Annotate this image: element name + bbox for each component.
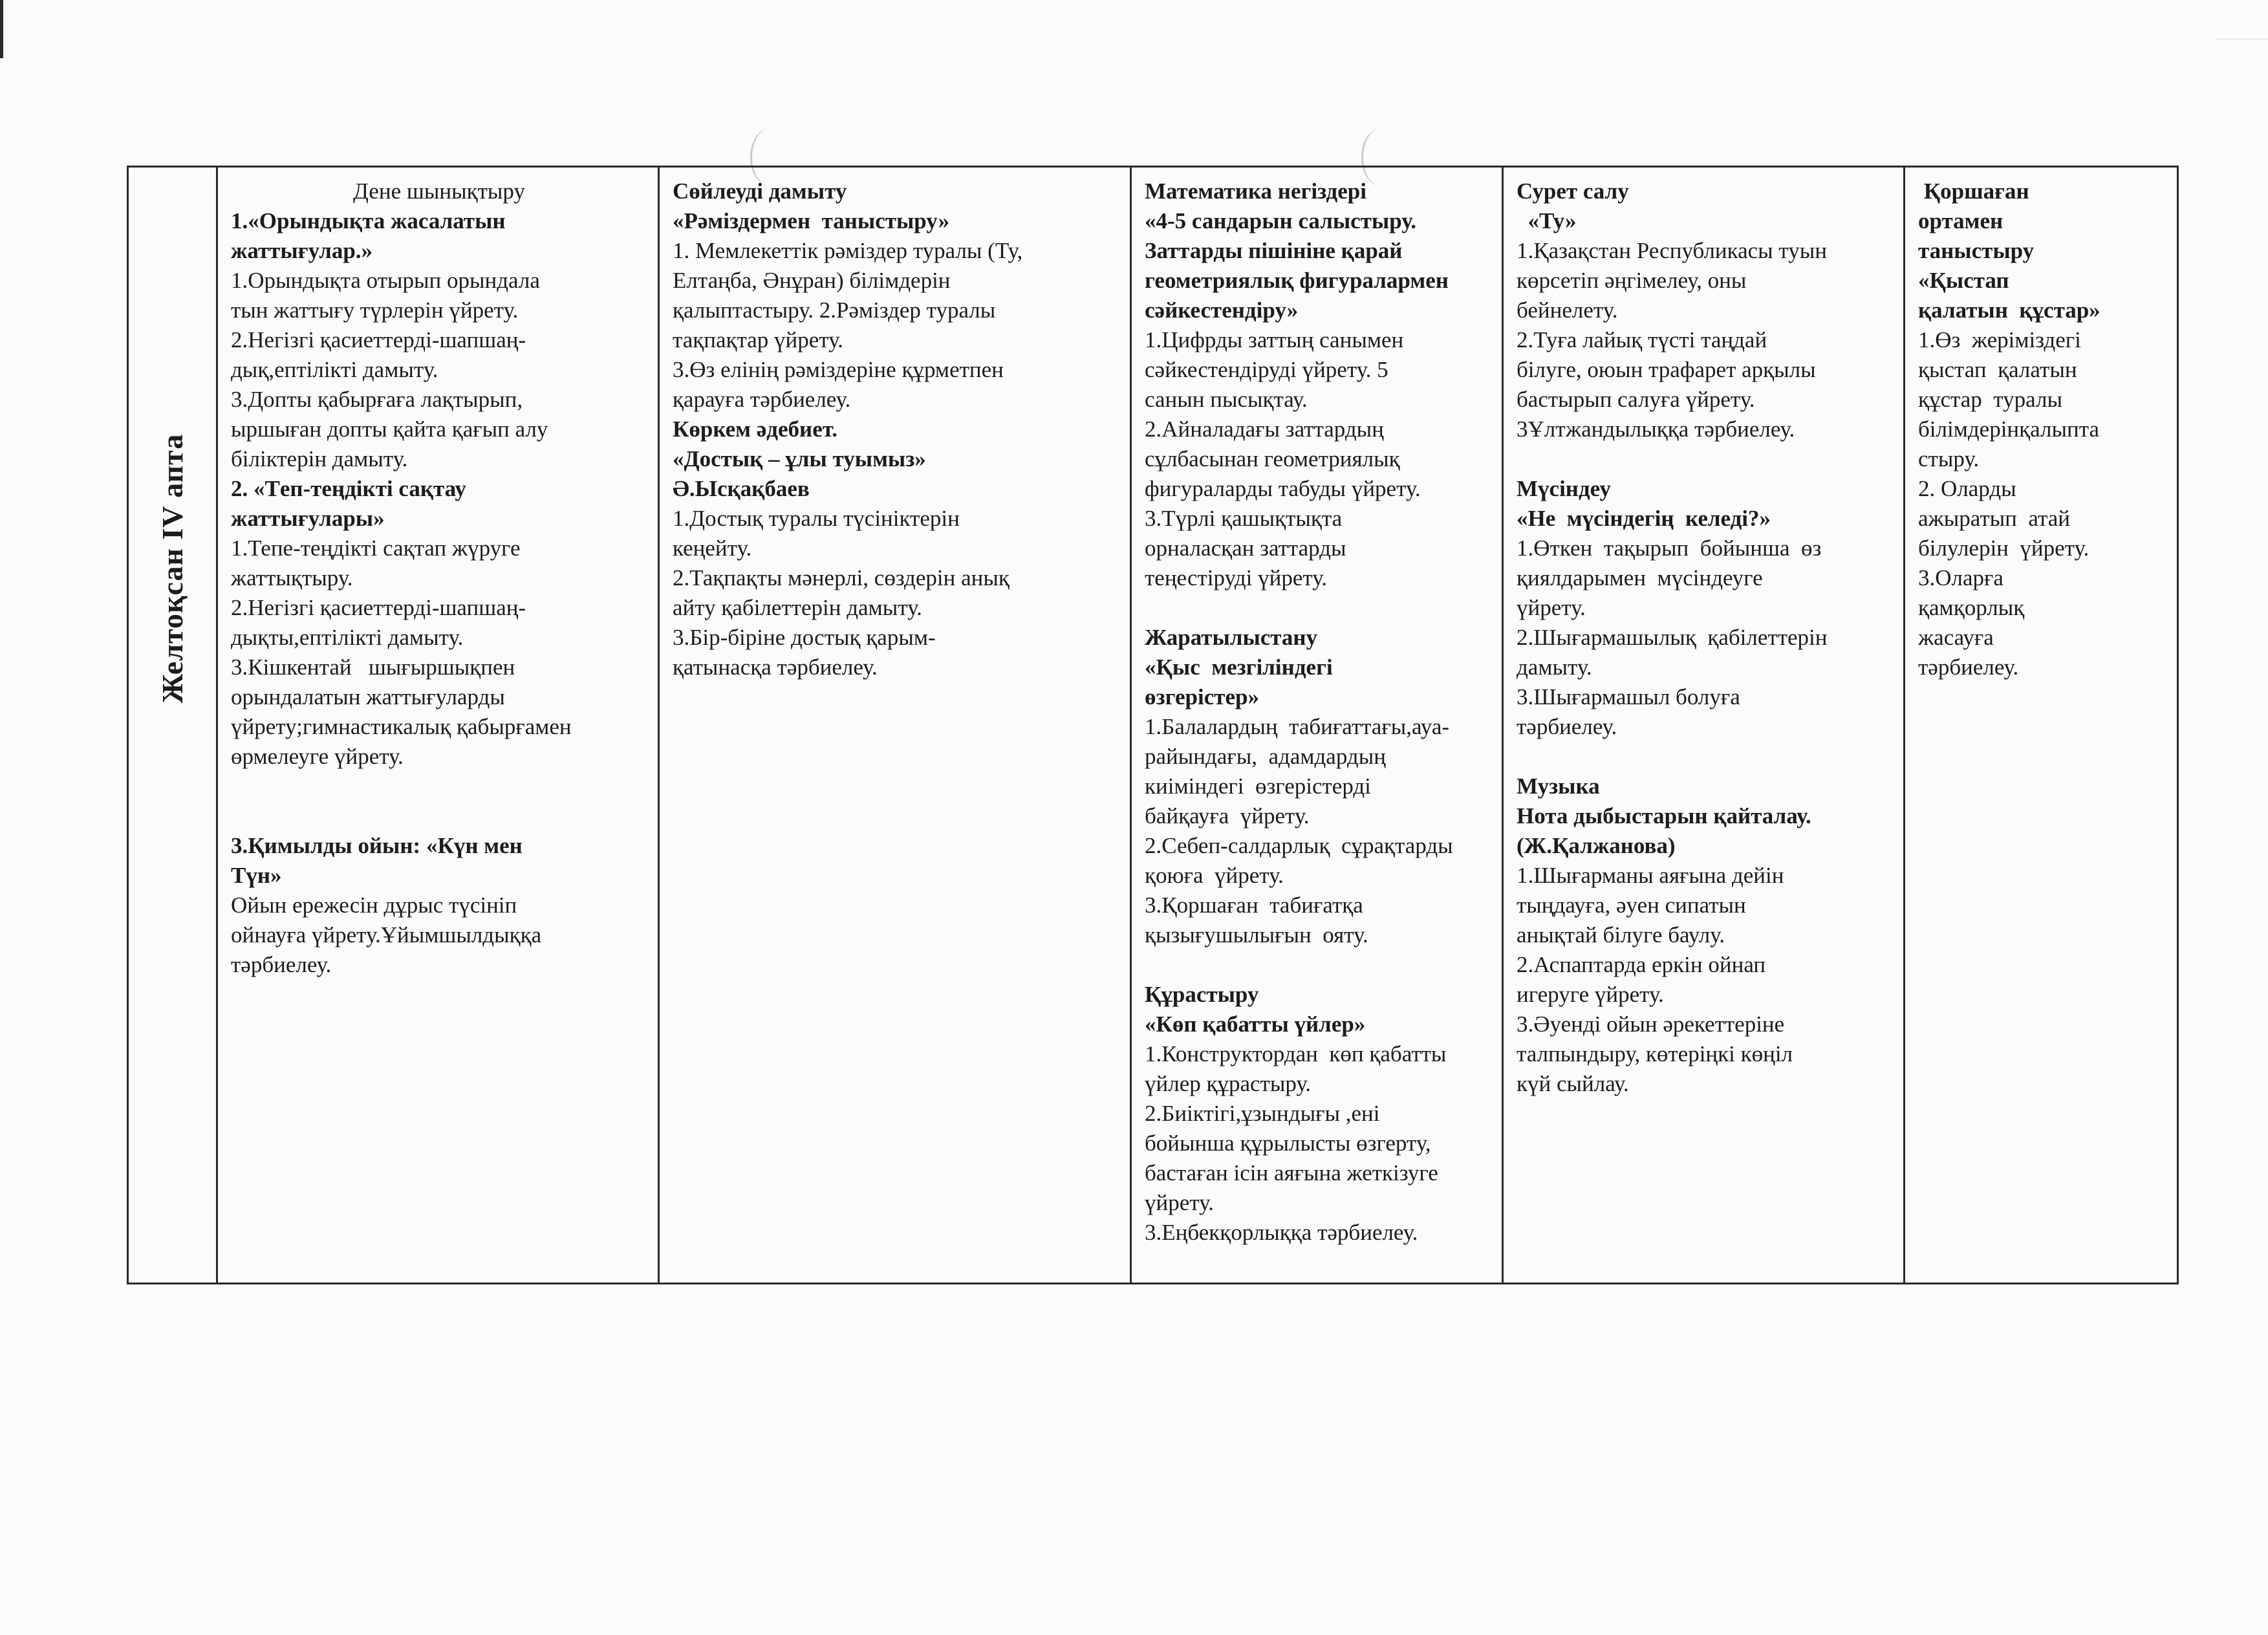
section-text-line: біліктерін дамыту. bbox=[231, 446, 408, 471]
section-heading: сәйкестендіру» bbox=[1145, 298, 1299, 323]
section-heading: 1.«Орындықта жасалатын bbox=[231, 208, 506, 233]
section-text-line: райындағы, адамдардың bbox=[1145, 744, 1386, 769]
section-text-line: бойынша құрылысты өзгерту, bbox=[1145, 1131, 1431, 1156]
section-text-line: білуге, оюын трафарет арқылы bbox=[1517, 357, 1816, 382]
section-text-line: кеңейту. bbox=[673, 536, 752, 561]
section-text-line: ажыратып атай bbox=[1918, 506, 2071, 531]
section-text-line: жаттықтыру. bbox=[231, 565, 353, 590]
section-heading: Жаратылыстану bbox=[1145, 625, 1318, 650]
section-text-line: айту қабілеттерін дамыту. bbox=[673, 595, 922, 620]
section-text-line: анықтай білуге баулу. bbox=[1517, 922, 1725, 947]
section-heading: 3.Қимылды ойын: «Күн мен bbox=[231, 833, 523, 858]
section-text-line: бастырып салуға үйрету. bbox=[1517, 387, 1755, 412]
section-text-line: 2.Биіктігі,ұзындығы ,ені bbox=[1145, 1101, 1380, 1126]
section-heading: Құрастыру bbox=[1145, 982, 1259, 1007]
section-text-line: 3.Допты қабырғаға лақтырып, bbox=[231, 387, 523, 412]
section-text-line: 3.Шығармашыл болуға bbox=[1517, 684, 1740, 709]
section-text-line: тәрбиелеу. bbox=[1918, 655, 2019, 680]
section-text-line: орындалатын жаттығуларды bbox=[231, 684, 505, 709]
column-speech-development bbox=[659, 167, 1131, 1284]
section-text-line: 1.Орындықта отырып орындала bbox=[231, 268, 540, 293]
section-text-line: үйрету;гимнастикалық қабырғамен bbox=[231, 714, 572, 739]
section-text-line: 3.Бір-біріне достық қарым- bbox=[673, 625, 936, 650]
section-heading: Заттарды пішініне қарай bbox=[1145, 238, 1403, 263]
section-text-line: Ойын ережесін дұрыс түсініп bbox=[231, 893, 517, 918]
section-text-line: ыршыған допты қайта қағып алу bbox=[231, 417, 548, 442]
section-text-line: Елтаңба, Әнұран) білімдерін bbox=[673, 268, 951, 293]
section-text-line: қыстап қалатын bbox=[1918, 357, 2077, 382]
section-text-line: талпындыру, көтеріңкі көңіл bbox=[1517, 1041, 1793, 1067]
section-text-line: 1.Өз жеріміздегі bbox=[1918, 327, 2081, 352]
section-text-line: көрсетіп әңгімелеу, оны bbox=[1517, 268, 1747, 293]
section-text-line: қиялдарымен мүсіндеуге bbox=[1517, 565, 1763, 590]
section-text-line: қамқорлық bbox=[1918, 595, 2025, 620]
section-text-line: 3.Қоршаған табиғатқа bbox=[1145, 893, 1363, 918]
section-text-line: ойнауға үйрету.Ұйымшылдыққа bbox=[231, 922, 542, 947]
section-text-line: қарауға тәрбиелеу. bbox=[673, 387, 851, 412]
section-text-line: 1.Өткен тақырып бойынша өз bbox=[1517, 536, 1822, 561]
weekly-plan-table bbox=[127, 166, 2179, 1284]
section-text-line: білулерін үйрету. bbox=[1918, 536, 2090, 561]
section-text-line: санын пысықтау. bbox=[1145, 387, 1308, 412]
section-text-line: үйлер құрастыру. bbox=[1145, 1071, 1312, 1096]
section-heading: «4-5 сандарын салыстыру. bbox=[1145, 208, 1416, 233]
section-text-line: тақпақтар үйрету. bbox=[673, 327, 843, 352]
section-text-line: 2.Негізгі қасиеттерді-шапшаң- bbox=[231, 327, 526, 352]
section-text-line: теңестіруді үйрету. bbox=[1145, 565, 1327, 590]
section-text-line: қоюға үйрету. bbox=[1145, 863, 1284, 888]
section-heading: Сөйлеуді дамыту bbox=[673, 179, 847, 204]
section-text-line: тәрбиелеу. bbox=[1517, 714, 1617, 739]
section-text-line: стыру. bbox=[1918, 446, 1980, 471]
section-text-line: 3Ұлтжандылыққа тәрбиелеу. bbox=[1517, 417, 1795, 442]
section-text-line: 2. Оларды bbox=[1918, 476, 2016, 501]
section-heading: Мүсіндеу bbox=[1517, 476, 1611, 501]
section-heading: Музыка bbox=[1517, 774, 1600, 799]
section-text-line: 1.Балалардың табиғаттағы,ауа- bbox=[1145, 714, 1450, 739]
section-text-line: 3.Өз елінің рәміздеріне құрметпен bbox=[673, 357, 1004, 382]
section-text-line: 2.Шығармашылық қабілеттерін bbox=[1517, 625, 1828, 650]
section-text-line: дамыту. bbox=[1517, 655, 1592, 680]
column-drawing bbox=[1503, 167, 1905, 1284]
section-heading: Түн» bbox=[231, 863, 282, 888]
section-text-line: 3.Әуенді ойын әрекеттеріне bbox=[1517, 1012, 1785, 1037]
section-text-line: 2.Тақпақты мәнерлі, сөздерін анық bbox=[673, 565, 1010, 590]
section-text-line: дық,ептілікті дамыту. bbox=[231, 357, 438, 382]
section-text-line: дықты,ептілікті дамыту. bbox=[231, 625, 464, 650]
section-heading: Қоршаған bbox=[1918, 179, 2029, 204]
scan-edge-mark bbox=[0, 0, 3, 58]
section-heading: Сурет салу bbox=[1517, 179, 1629, 204]
section-text-line: 3.Еңбекқорлыққа тәрбиелеу. bbox=[1145, 1220, 1418, 1245]
section-heading: «Қыс мезгіліндегі bbox=[1145, 655, 1333, 680]
section-text-line: өрмелеуге үйрету. bbox=[231, 744, 404, 769]
section-text-line: бейнелету. bbox=[1517, 298, 1618, 323]
section-heading: Нота дыбыстарын қайталау. bbox=[1517, 803, 1811, 828]
section-heading: «Ту» bbox=[1517, 208, 1577, 233]
section-heading: жаттығулар.» bbox=[231, 238, 373, 263]
column-environment bbox=[1905, 167, 2178, 1284]
section-text-line: 1.Қазақстан Республикасы туын bbox=[1517, 238, 1828, 263]
section-text-line: киіміндегі өзгерістерді bbox=[1145, 774, 1371, 799]
section-heading: Көркем әдебиет. bbox=[673, 417, 838, 442]
section-heading: Дене шынықтыру bbox=[353, 179, 525, 204]
column-mathematics bbox=[1131, 167, 1503, 1284]
section-text-line: күй сыйлау. bbox=[1517, 1071, 1629, 1096]
week-label: Желтоқсан IV апта bbox=[155, 433, 189, 704]
section-heading: 2. «Тeп-теңдікті сақтау bbox=[231, 476, 466, 501]
section-text-line: бастаған ісін аяғына жеткізуге bbox=[1145, 1160, 1438, 1186]
section-text-line: 3.Оларға bbox=[1918, 565, 2003, 590]
section-text-line: тәрбиелеу. bbox=[231, 952, 332, 977]
section-text-line: 1.Тепе-теңдікті сақтап жүруге bbox=[231, 536, 521, 561]
section-heading: (Ж.Қалжанова) bbox=[1517, 833, 1676, 858]
section-heading: Ә.Ысқақбаев bbox=[673, 476, 810, 501]
section-text-line: 2.Негізгі қасиеттерді-шапшаң- bbox=[231, 595, 526, 620]
section-heading: Математика негіздері bbox=[1145, 179, 1366, 204]
section-text-line: 2.Аспаптарда еркін ойнап bbox=[1517, 952, 1766, 977]
week-cell bbox=[128, 167, 217, 1284]
section-text-line: 3.Түрлі қашықтықта bbox=[1145, 506, 1343, 531]
section-text-line: тын жаттығу түрлерін үйрету. bbox=[231, 298, 519, 323]
section-text-line: білімдерінқалыпта bbox=[1918, 417, 2099, 442]
section-text-line: үйрету. bbox=[1517, 595, 1586, 620]
section-text-line: байқауға үйрету. bbox=[1145, 803, 1310, 828]
section-text-line: қызығушылығын ояту. bbox=[1145, 922, 1368, 947]
section-text-line: тыңдауға, әуен сипатын bbox=[1517, 893, 1746, 918]
section-text-line: 1. Мемлекеттік рәміздер туралы (Ту, bbox=[673, 238, 1023, 263]
column-physical-education bbox=[217, 167, 659, 1284]
section-text-line: 1.Цифрды заттың санымен bbox=[1145, 327, 1404, 352]
section-text-line: 1.Конструктордан көп қабатты bbox=[1145, 1041, 1447, 1067]
section-heading: өзгерістер» bbox=[1145, 684, 1259, 709]
section-text-line: фигураларды табуды үйрету. bbox=[1145, 476, 1421, 501]
section-heading: геометриялық фигуралармен bbox=[1145, 268, 1449, 293]
section-heading: ортамен bbox=[1918, 208, 2003, 233]
section-heading: қалатын құстар» bbox=[1918, 298, 2101, 323]
section-text-line: сұлбасынан геометриялық bbox=[1145, 446, 1400, 471]
section-heading: «Көп қабатты үйлер» bbox=[1145, 1012, 1366, 1037]
section-text-line: жасауға bbox=[1918, 625, 1994, 650]
section-text-line: сәйкестендіруді үйрету. 5 bbox=[1145, 357, 1388, 382]
section-text-line: орналасқан заттарды bbox=[1145, 536, 1346, 561]
section-text-line: 1.Достық туралы түсініктерін bbox=[673, 506, 960, 531]
section-text-line: үйрету. bbox=[1145, 1190, 1214, 1215]
section-heading: «Не мүсіндегің келеді?» bbox=[1517, 506, 1771, 531]
section-heading: жаттығулары» bbox=[231, 506, 385, 531]
section-text-line: 3.Кішкентай шығыршықпен bbox=[231, 655, 515, 680]
section-heading: таныстыру bbox=[1918, 238, 2035, 263]
section-text-line: қалыптастыру. 2.Рәміздер туралы bbox=[673, 298, 996, 323]
section-text-line: құстар туралы bbox=[1918, 387, 2062, 412]
section-heading: «Достық – ұлы туымыз» bbox=[673, 446, 926, 471]
section-text-line: қатынасқа тәрбиелеу. bbox=[673, 655, 878, 680]
section-heading: «Қыстап bbox=[1918, 268, 2009, 293]
section-text-line: 2.Себеп-салдарлық сұрақтарды bbox=[1145, 833, 1453, 858]
table-row bbox=[128, 167, 2178, 1284]
section-text-line: 2.Туға лайық түсті таңдай bbox=[1517, 327, 1767, 352]
section-heading: «Рәміздермен таныстыру» bbox=[673, 208, 950, 233]
section-text-line: 2.Айналадағы заттардың bbox=[1145, 417, 1384, 442]
section-text-line: игеруге үйрету. bbox=[1517, 982, 1664, 1007]
section-text-line: 1.Шығарманы аяғына дейін bbox=[1517, 863, 1784, 888]
